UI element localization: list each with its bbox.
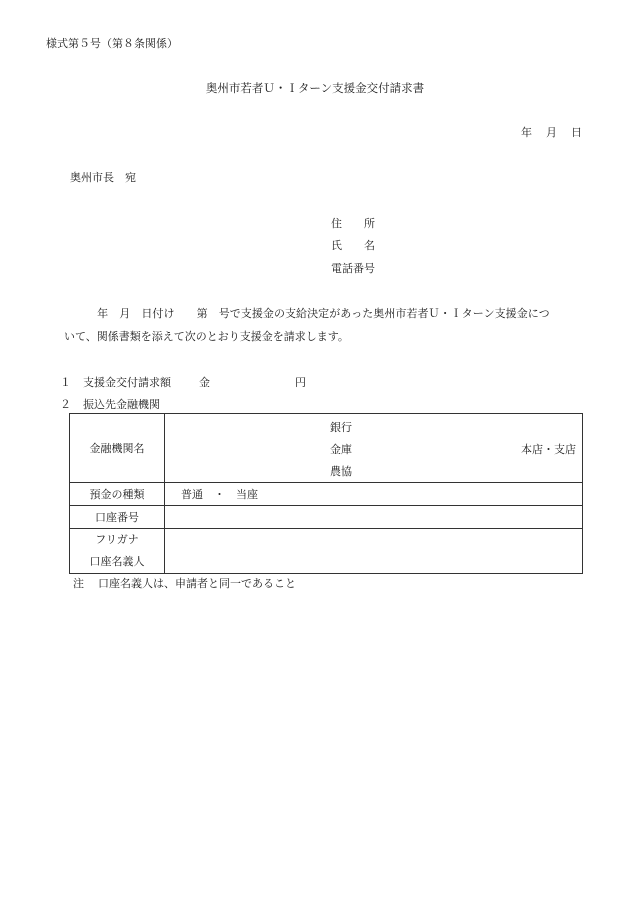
applicant-name-label: 氏 名	[331, 239, 375, 252]
institution-cell[interactable]	[165, 414, 583, 483]
bank-row-account-number	[70, 506, 583, 529]
amount-prefix: 金	[199, 376, 210, 389]
holder-label-cell	[70, 529, 165, 574]
branch-options: 本店・支店	[521, 443, 576, 456]
bank-row-institution	[70, 414, 583, 483]
note-text: 口座名義人は、申請者と同一であること	[98, 577, 296, 590]
note-prefix: 注	[73, 577, 84, 590]
bank-row-holder	[70, 529, 583, 574]
date-month: 月	[546, 126, 557, 139]
institution-type-bank: 銀行	[330, 421, 352, 434]
account-number-label: 口座番号	[70, 506, 165, 529]
note	[73, 578, 296, 589]
institution-label: 金融機関名	[70, 414, 165, 483]
addressee: 奥州市長 宛	[70, 171, 136, 184]
applicant-phone-label: 電話番号	[331, 262, 375, 275]
holder-field[interactable]	[165, 529, 583, 574]
form-number: 様式第５号（第８条関係）	[46, 37, 178, 50]
document-title: 奥州市若者Ｕ・Ｉターン支援金交付請求書	[205, 81, 425, 95]
item1-label: 支援金交付請求額	[83, 376, 171, 389]
account-number-field[interactable]	[165, 506, 583, 529]
institution-type-kinko: 金庫	[330, 443, 352, 456]
body-text-line2: いて、関係書類を添えて次のとおり支援金を請求します。	[64, 330, 349, 343]
date-year: 年	[521, 126, 532, 139]
item1-number: １	[60, 376, 71, 389]
account-type-options[interactable]: 普通 ・ 当座	[165, 483, 583, 506]
item-request-amount	[60, 377, 171, 388]
date-day: 日	[571, 126, 582, 139]
body-text-line1: 年 月 日付け 第 号で支援金の支給決定があった奥州市若者Ｕ・Ｉターン支援金につ	[64, 307, 550, 320]
bank-table	[69, 413, 583, 574]
amount-suffix: 円	[295, 376, 306, 389]
institution-type-nokyo: 農協	[330, 465, 352, 478]
account-type-label: 預金の種類	[70, 483, 165, 506]
holder-label: 口座名義人	[89, 555, 145, 568]
furigana-label: フリガナ	[95, 533, 139, 546]
item-bank	[60, 399, 160, 410]
item2-label: 振込先金融機関	[83, 398, 160, 411]
applicant-address-label: 住 所	[331, 217, 375, 230]
date-line	[507, 127, 582, 138]
bank-row-account-type	[70, 483, 583, 506]
item2-number: ２	[60, 398, 71, 411]
